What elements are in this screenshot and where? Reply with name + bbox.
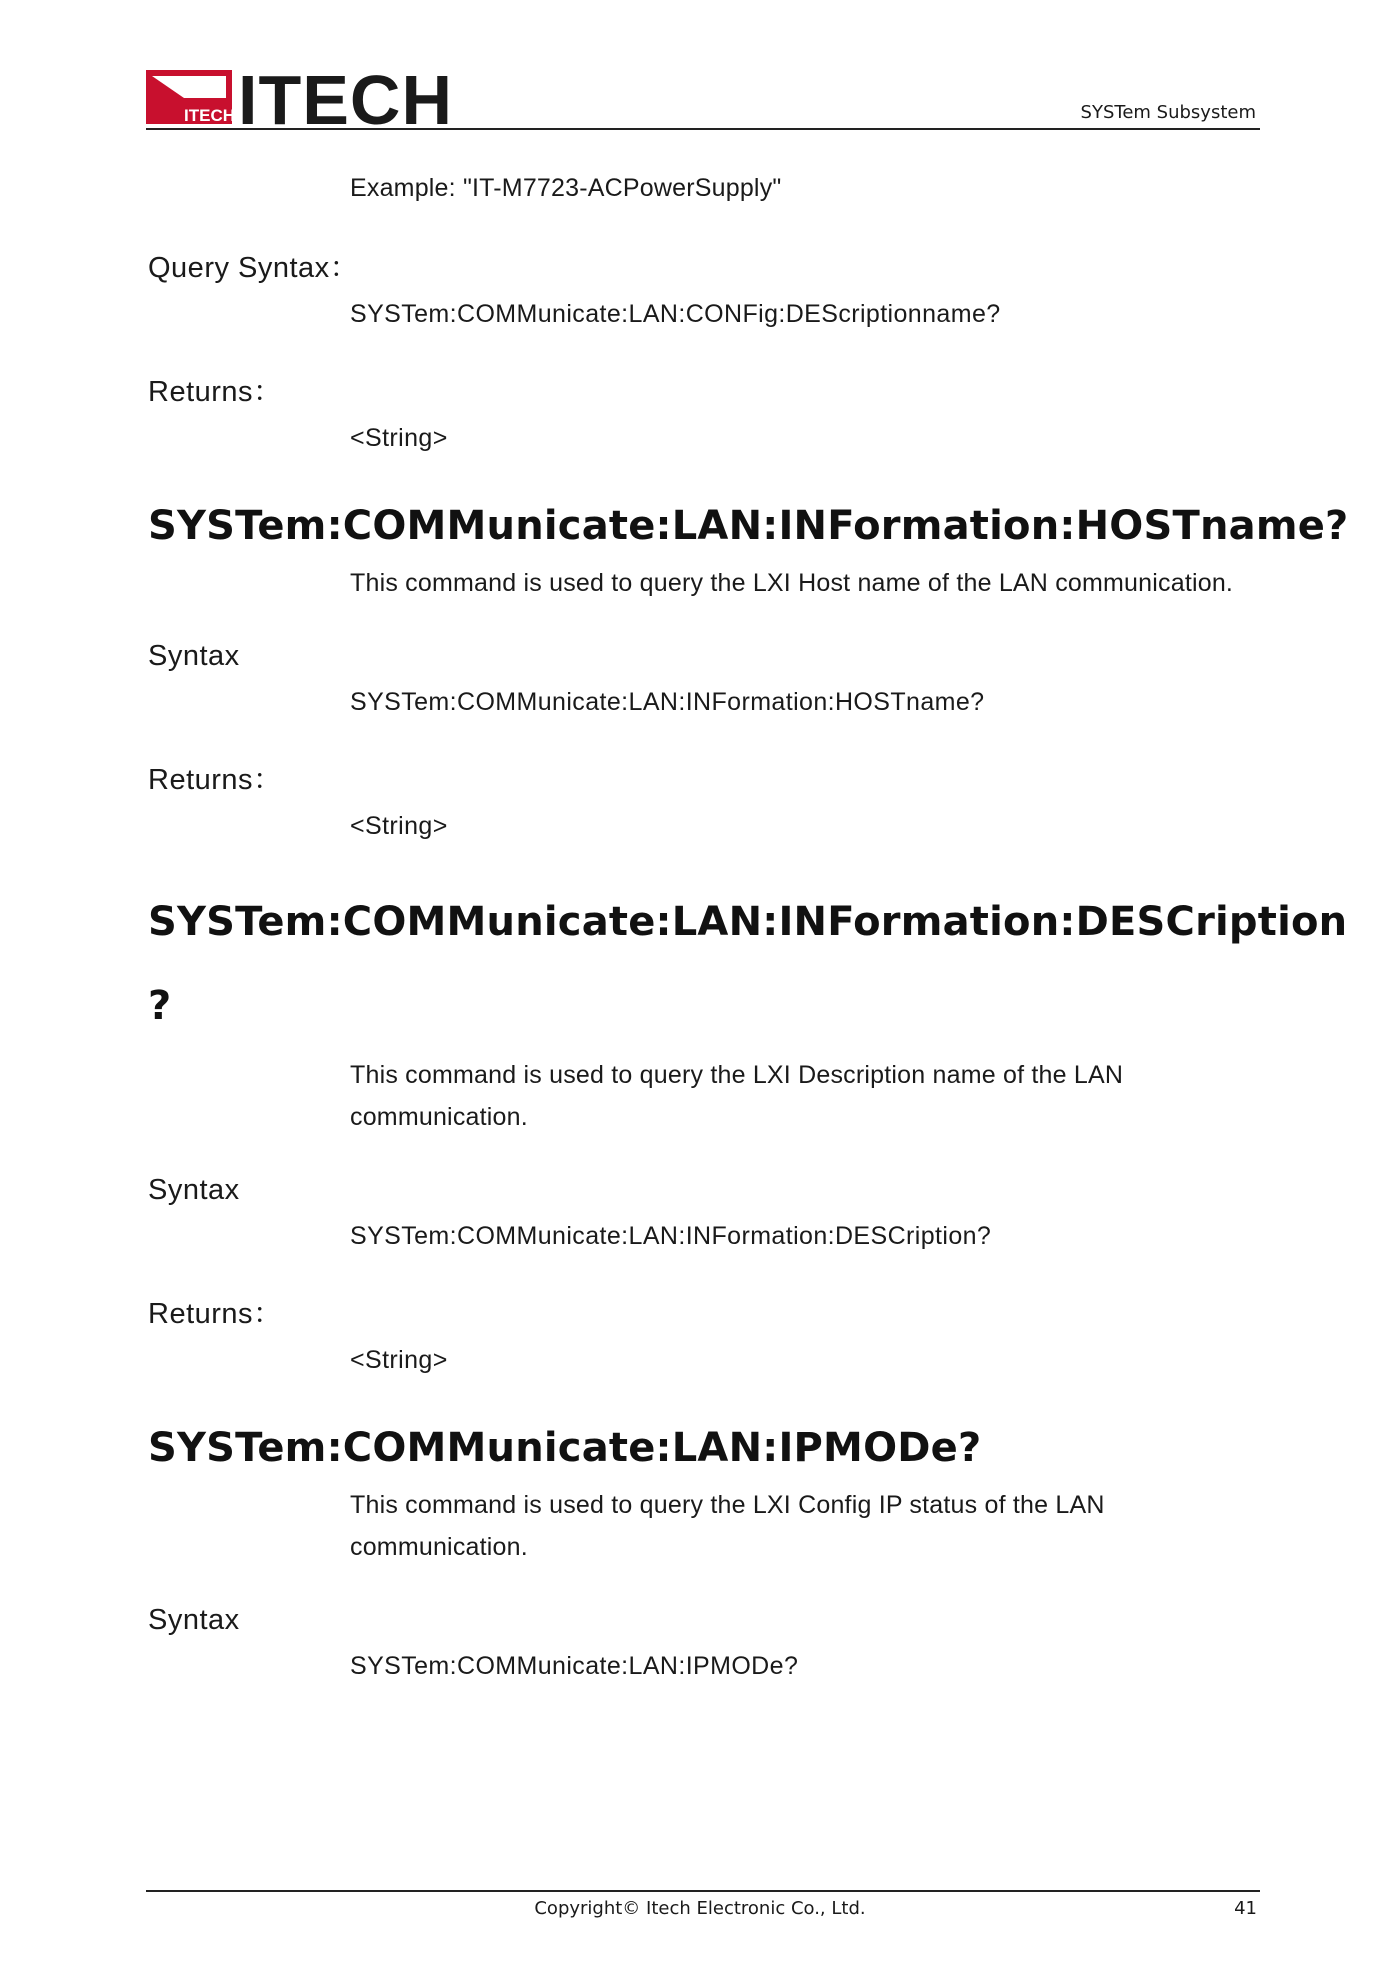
example-text: Example: "IT-M7723-ACPowerSupply" (350, 174, 782, 202)
page-header (146, 66, 1260, 130)
syntax-code: SYSTem:COMMunicate:LAN:IPMODe? (350, 1652, 799, 1680)
syntax-code: SYSTem:COMMunicate:LAN:INFormation:DESCription? (350, 1222, 992, 1250)
command-heading-tail: ? (148, 983, 172, 1029)
command-heading-description (148, 880, 1348, 1048)
returns-value: <String> (350, 812, 448, 840)
command-heading-hostname: SYSTem:COMMunicate:LAN:INFormation:HOSTname? (148, 503, 1349, 549)
returns-value: <String> (350, 424, 448, 452)
page-content (148, 170, 1349, 1724)
logo-badge-text: ITECH (184, 106, 235, 125)
command-heading-ipmode: SYSTem:COMMunicate:LAN:IPMODe? (148, 1425, 982, 1471)
returns-value: <String> (350, 1346, 448, 1374)
returns-label: Returns： (148, 376, 283, 408)
query-syntax-label: Query Syntax： (148, 252, 360, 284)
page-number: 41 (1234, 1898, 1257, 1919)
syntax-label: Syntax (148, 1174, 240, 1206)
logo-wordmark: ITECH (238, 66, 453, 128)
query-syntax-code: SYSTem:COMMunicate:LAN:CONFig:DEScriptionname? (350, 300, 1001, 328)
footer-copyright: Copyright© Itech Electronic Co., Ltd. (534, 1898, 866, 1919)
itech-logo-graphic (146, 66, 466, 128)
section-title: SYSTem Subsystem (1080, 102, 1256, 123)
returns-label: Returns： (148, 1298, 283, 1330)
returns-label: Returns： (148, 764, 283, 796)
syntax-code: SYSTem:COMMunicate:LAN:INFormation:HOSTname? (350, 688, 985, 716)
command-heading-text: SYSTem:COMMunicate:LAN:INFormation:DESCription (148, 899, 1348, 945)
syntax-label: Syntax (148, 640, 240, 672)
command-description: This command is used to query the LXI Host name of the LAN communication. (350, 569, 1234, 597)
itech-logo (146, 66, 466, 126)
header-divider (146, 128, 1260, 130)
command-description: This command is used to query the LXI Config IP status of the LAN communication. (350, 1491, 1105, 1561)
syntax-label: Syntax (148, 1604, 240, 1636)
footer-divider (146, 1890, 1260, 1892)
command-description: This command is used to query the LXI Description name of the LAN communication. (350, 1061, 1124, 1131)
